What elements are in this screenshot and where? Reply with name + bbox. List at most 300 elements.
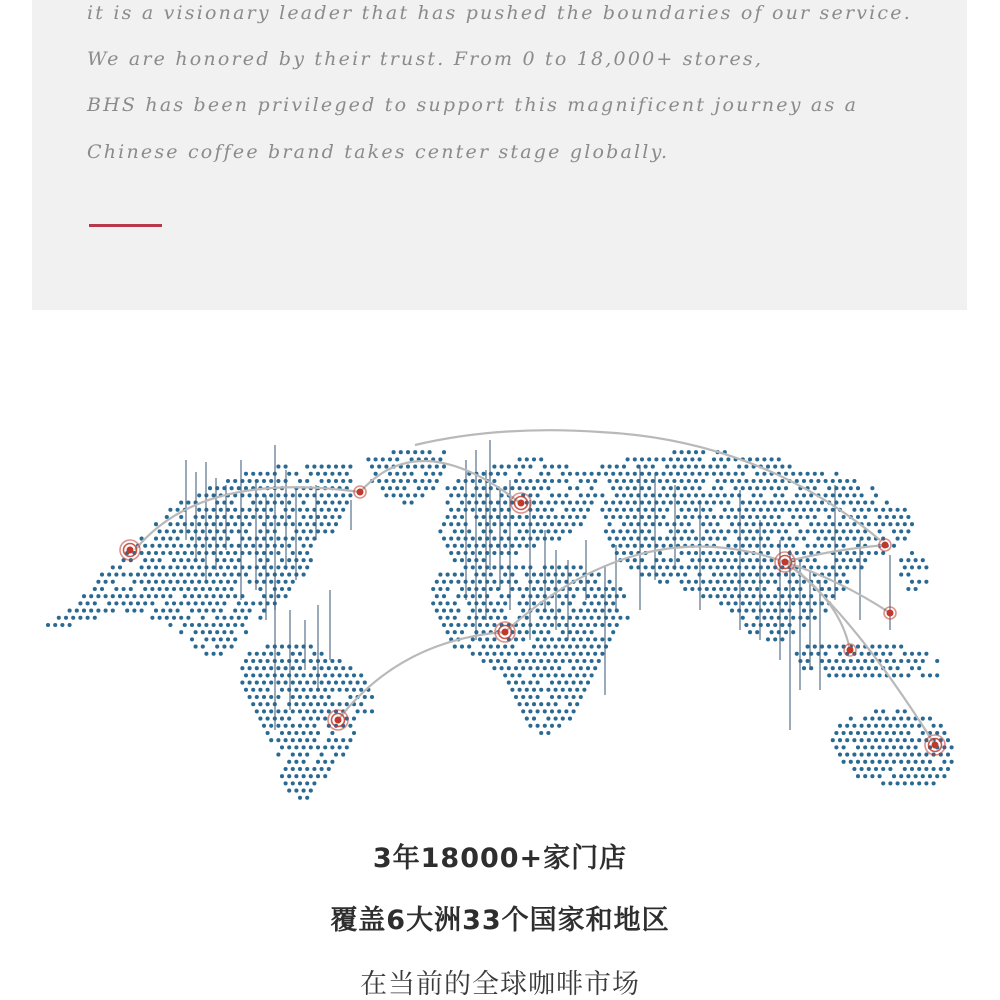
map-dot: [572, 652, 576, 656]
map-dot: [86, 616, 90, 620]
map-dot: [230, 515, 234, 519]
map-dot: [291, 508, 295, 512]
map-dot: [647, 573, 651, 577]
map-dot: [377, 465, 381, 469]
map-dot: [766, 580, 770, 584]
map-dot: [240, 666, 244, 670]
map-dot: [140, 580, 144, 584]
map-dot: [708, 565, 712, 569]
map-dot: [201, 515, 205, 519]
map-dot: [539, 731, 543, 735]
map-dot: [608, 623, 612, 627]
map-dot: [521, 609, 525, 613]
map-dot: [276, 479, 280, 483]
map-dot: [590, 616, 594, 620]
map-dot: [456, 609, 460, 613]
map-dot: [456, 537, 460, 541]
map-dot: [726, 472, 730, 476]
map-dot: [471, 623, 475, 627]
map-dot: [428, 465, 432, 469]
map-dot: [449, 508, 453, 512]
map-dot: [323, 515, 327, 519]
location-marker-south-america: [328, 710, 348, 730]
map-dot: [276, 580, 280, 584]
map-dot: [269, 551, 273, 555]
map-dot: [554, 515, 558, 519]
map-dot: [903, 537, 907, 541]
map-dot: [467, 601, 471, 605]
map-dot: [431, 486, 435, 490]
map-dot: [676, 457, 680, 461]
map-dot: [276, 551, 280, 555]
map-dot: [658, 537, 662, 541]
map-dot: [759, 623, 763, 627]
map-dot: [672, 450, 676, 454]
map-dot: [287, 573, 291, 577]
map-dot: [860, 666, 864, 670]
map-dot: [770, 486, 774, 490]
map-dot: [338, 688, 342, 692]
map-dot: [132, 580, 136, 584]
map-dot: [770, 501, 774, 505]
location-marker-china: [775, 552, 795, 572]
map-dot: [248, 508, 252, 512]
map-dot: [615, 508, 619, 512]
map-dot: [503, 486, 507, 490]
map-dot: [298, 508, 302, 512]
map-dot: [561, 659, 565, 663]
map-dot: [651, 537, 655, 541]
map-dot: [269, 508, 273, 512]
location-marker-west-africa: [495, 622, 515, 642]
map-dot: [694, 493, 698, 497]
map-dot: [316, 774, 320, 778]
map-dot: [507, 465, 511, 469]
map-dot: [885, 515, 889, 519]
map-dot: [316, 717, 320, 721]
map-dot: [478, 479, 482, 483]
map-dot: [867, 522, 871, 526]
map-dot: [489, 573, 493, 577]
map-dot: [219, 652, 223, 656]
map-dot: [784, 544, 788, 548]
map-dot: [896, 753, 900, 757]
map-dot: [903, 522, 907, 526]
map-dot: [190, 522, 194, 526]
map-dot: [284, 767, 288, 771]
map-dot: [309, 774, 313, 778]
map-dot: [147, 551, 151, 555]
map-dot: [723, 565, 727, 569]
map-dot: [842, 529, 846, 533]
map-dot: [478, 637, 482, 641]
map-dot: [438, 616, 442, 620]
map-dot: [694, 565, 698, 569]
map-dot: [233, 623, 237, 627]
map-dot: [611, 472, 615, 476]
map-dot: [946, 738, 950, 742]
map-dot: [716, 522, 720, 526]
map-dot: [230, 587, 234, 591]
map-dot: [881, 724, 885, 728]
map-dot: [503, 529, 507, 533]
map-dot: [608, 580, 612, 584]
map-dot: [708, 522, 712, 526]
map-dot: [287, 774, 291, 778]
map-dot: [377, 479, 381, 483]
map-dot: [348, 724, 352, 728]
map-dot: [690, 486, 694, 490]
map-dot: [370, 465, 374, 469]
map-dot: [248, 580, 252, 584]
map-dot: [248, 666, 252, 670]
map-dot: [525, 486, 529, 490]
map-dot: [863, 717, 867, 721]
map-dot: [791, 544, 795, 548]
map-dot: [323, 702, 327, 706]
map-dot: [899, 659, 903, 663]
map-dot: [338, 501, 342, 505]
map-dot: [716, 580, 720, 584]
map-dot: [838, 666, 842, 670]
map-dot: [532, 645, 536, 649]
map-dot: [104, 594, 108, 598]
map-dot: [816, 565, 820, 569]
map-dot: [568, 673, 572, 677]
map-dot: [719, 457, 723, 461]
map-dot: [201, 601, 205, 605]
map-dot: [582, 501, 586, 505]
map-dot: [197, 565, 201, 569]
map-dot: [863, 774, 867, 778]
map-dot: [96, 609, 100, 613]
map-dot: [838, 522, 842, 526]
map-dot: [478, 493, 482, 497]
map-dot: [741, 587, 745, 591]
map-dot: [158, 544, 162, 548]
map-dot: [748, 515, 752, 519]
map-dot: [755, 587, 759, 591]
map-dot: [752, 623, 756, 627]
map-dot: [510, 673, 514, 677]
map-dot: [521, 681, 525, 685]
map-dot: [572, 623, 576, 627]
map-dot: [136, 573, 140, 577]
map-dot: [712, 486, 716, 490]
map-dot: [888, 666, 892, 670]
map-dot: [453, 486, 457, 490]
map-dot: [212, 580, 216, 584]
map-dot: [518, 544, 522, 548]
map-dot: [579, 681, 583, 685]
map-dot: [449, 623, 453, 627]
map-dot: [903, 753, 907, 757]
map-dot: [460, 573, 464, 577]
map-dot: [212, 652, 216, 656]
map-dot: [622, 551, 626, 555]
map-dot: [395, 457, 399, 461]
map-dot: [348, 465, 352, 469]
map-dot: [460, 630, 464, 634]
map-dot: [708, 465, 712, 469]
map-dot: [870, 760, 874, 764]
map-dot: [546, 645, 550, 649]
map-dot: [341, 666, 345, 670]
map-dot: [528, 652, 532, 656]
map-dot: [795, 580, 799, 584]
map-dot: [284, 580, 288, 584]
map-dot: [186, 587, 190, 591]
map-dot: [845, 724, 849, 728]
map-dot: [291, 537, 295, 541]
map-dot: [482, 573, 486, 577]
map-dot: [737, 522, 741, 526]
map-dot: [604, 529, 608, 533]
map-dot: [305, 767, 309, 771]
map-dot: [593, 623, 597, 627]
map-dot: [766, 565, 770, 569]
map-dot: [179, 601, 183, 605]
map-dot: [219, 551, 223, 555]
map-dot: [784, 573, 788, 577]
map-dot: [572, 681, 576, 685]
map-dot: [946, 753, 950, 757]
map-dot: [726, 501, 730, 505]
map-dot: [248, 695, 252, 699]
map-dot: [802, 623, 806, 627]
map-dot: [165, 616, 169, 620]
map-dot: [348, 738, 352, 742]
map-dot: [219, 580, 223, 584]
map-dot: [323, 688, 327, 692]
map-dot: [118, 565, 122, 569]
map-dot: [510, 486, 514, 490]
map-dot: [557, 609, 561, 613]
map-dot: [215, 573, 219, 577]
map-dot: [881, 522, 885, 526]
map-dot: [719, 573, 723, 577]
map-dot: [521, 522, 525, 526]
map-dot: [248, 652, 252, 656]
map-dot: [244, 601, 248, 605]
map-dot: [258, 616, 262, 620]
map-dot: [269, 695, 273, 699]
map-dot: [910, 652, 914, 656]
map-dot: [604, 515, 608, 519]
map-dot: [723, 479, 727, 483]
map-dot: [881, 709, 885, 713]
map-dot: [809, 479, 813, 483]
map-dot: [237, 558, 241, 562]
map-dot: [870, 673, 874, 677]
map-dot: [770, 616, 774, 620]
map-dot: [341, 479, 345, 483]
map-dot: [543, 724, 547, 728]
map-dot: [932, 724, 936, 728]
map-dot: [233, 551, 237, 555]
map-dot: [658, 580, 662, 584]
map-dot: [143, 601, 147, 605]
map-dot: [561, 630, 565, 634]
map-dot: [903, 652, 907, 656]
map-dot: [770, 544, 774, 548]
map-dot: [244, 673, 248, 677]
map-dot: [291, 709, 295, 713]
map-dot: [352, 717, 356, 721]
map-dot: [413, 465, 417, 469]
map-dot: [420, 493, 424, 497]
map-dot: [255, 537, 259, 541]
map-dot: [708, 508, 712, 512]
map-dot: [183, 565, 187, 569]
map-dot: [327, 681, 331, 685]
map-dot: [208, 601, 212, 605]
map-dot: [582, 645, 586, 649]
map-dot: [561, 673, 565, 677]
map-dot: [852, 508, 856, 512]
map-dot: [633, 457, 637, 461]
map-dot: [831, 522, 835, 526]
map-dot: [168, 594, 172, 598]
map-dot: [287, 544, 291, 548]
map-dot: [294, 745, 298, 749]
map-dot: [662, 486, 666, 490]
map-dot: [683, 587, 687, 591]
map-dot: [586, 479, 590, 483]
map-dot: [284, 594, 288, 598]
map-dot: [186, 558, 190, 562]
map-dot: [111, 580, 115, 584]
map-dot: [287, 659, 291, 663]
map-dot: [557, 537, 561, 541]
map-dot: [899, 515, 903, 519]
map-dot: [222, 630, 226, 634]
map-dot: [251, 688, 255, 692]
store-spikes: [186, 440, 890, 730]
map-dot: [204, 594, 208, 598]
map-dot: [834, 731, 838, 735]
map-dot: [701, 450, 705, 454]
map-dot: [338, 673, 342, 677]
map-dot: [330, 515, 334, 519]
map-dot: [726, 529, 730, 533]
map-dot: [651, 493, 655, 497]
map-dot: [143, 544, 147, 548]
map-dot: [284, 724, 288, 728]
map-dot: [456, 594, 460, 598]
map-dot: [323, 673, 327, 677]
map-dot: [262, 479, 266, 483]
map-dot: [438, 573, 442, 577]
map-dot: [737, 479, 741, 483]
map-dot: [525, 587, 529, 591]
map-dot: [838, 652, 842, 656]
map-dot: [726, 601, 730, 605]
map-dot: [338, 702, 342, 706]
map-dot: [233, 609, 237, 613]
map-dot: [579, 580, 583, 584]
map-dot: [914, 587, 918, 591]
map-dot: [816, 537, 820, 541]
map-dot: [341, 753, 345, 757]
map-dot: [550, 623, 554, 627]
map-dot: [518, 630, 522, 634]
map-dot: [294, 702, 298, 706]
map-dot: [276, 537, 280, 541]
map-dot: [629, 522, 633, 526]
map-dot: [489, 616, 493, 620]
map-dot: [730, 508, 734, 512]
map-dot: [741, 472, 745, 476]
map-dot: [190, 565, 194, 569]
map-dot: [294, 774, 298, 778]
map-dot: [312, 681, 316, 685]
dotted-world-map: [0, 310, 1000, 820]
map-dot: [593, 479, 597, 483]
map-dot: [269, 537, 273, 541]
map-dot: [330, 529, 334, 533]
map-dot: [323, 529, 327, 533]
map-dot: [701, 580, 705, 584]
map-dot: [230, 529, 234, 533]
map-dot: [766, 609, 770, 613]
map-dot: [482, 616, 486, 620]
map-dot: [730, 551, 734, 555]
map-dot: [701, 537, 705, 541]
map-dot: [550, 508, 554, 512]
map-dot: [215, 630, 219, 634]
map-dot: [741, 515, 745, 519]
map-dot: [590, 601, 594, 605]
map-dot: [442, 537, 446, 541]
map-dot: [910, 551, 914, 555]
map-dot: [503, 601, 507, 605]
map-dot: [874, 724, 878, 728]
map-dot: [492, 637, 496, 641]
map-dot: [258, 659, 262, 663]
map-dot: [539, 457, 543, 461]
map-dot: [867, 551, 871, 555]
map-dot: [500, 594, 504, 598]
map-dot: [914, 774, 918, 778]
map-dot: [561, 529, 565, 533]
map-dot: [878, 673, 882, 677]
map-dot: [593, 594, 597, 598]
map-dot: [161, 537, 165, 541]
map-dot: [608, 594, 612, 598]
map-dot: [744, 623, 748, 627]
map-dot: [402, 472, 406, 476]
map-dot: [460, 486, 464, 490]
map-dot: [453, 616, 457, 620]
map-dot: [489, 472, 493, 476]
map-dot: [712, 529, 716, 533]
map-dot: [410, 501, 414, 505]
map-dot: [334, 493, 338, 497]
map-dot: [442, 623, 446, 627]
map-dot: [579, 565, 583, 569]
map-dot: [712, 587, 716, 591]
map-dot: [575, 630, 579, 634]
map-dot: [795, 493, 799, 497]
map-dot: [575, 645, 579, 649]
map-dot: [845, 580, 849, 584]
map-dot: [744, 537, 748, 541]
map-dot: [266, 731, 270, 735]
map-dot: [471, 565, 475, 569]
map-dot: [914, 760, 918, 764]
map-dot: [935, 673, 939, 677]
